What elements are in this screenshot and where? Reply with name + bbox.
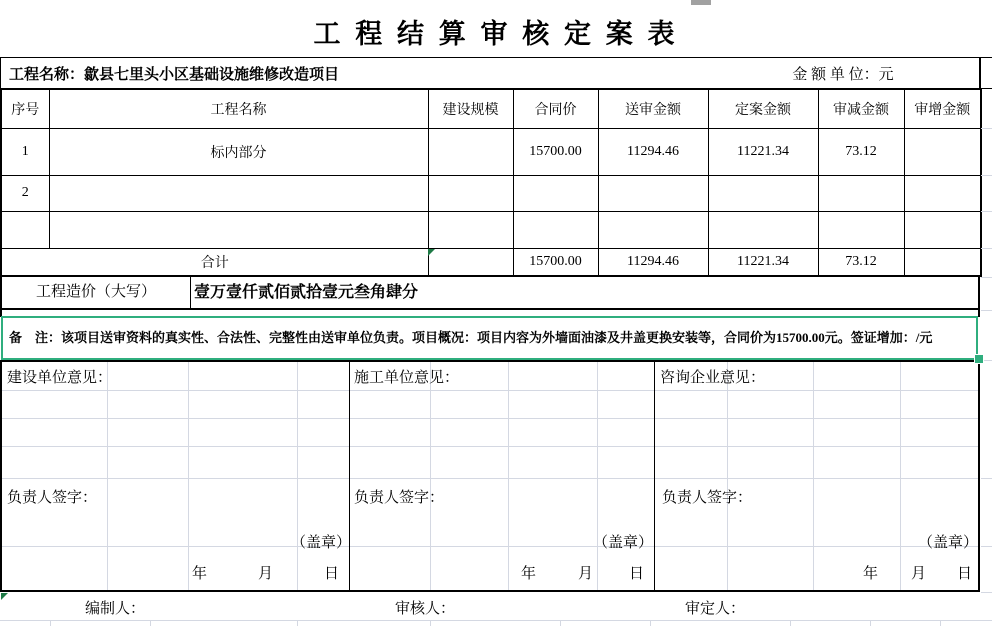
gridline [650, 620, 651, 626]
total-label-cell[interactable]: 合计 [1, 248, 428, 276]
cell-seq[interactable] [1, 211, 49, 248]
cell-project[interactable]: 标内部分 [49, 128, 428, 175]
section-divider [349, 362, 350, 590]
col-header-finalized[interactable]: 定案金额 [708, 89, 818, 128]
header-row [1, 89, 981, 128]
col-header-submitted[interactable]: 送审金额 [598, 89, 708, 128]
cell-increased[interactable] [904, 128, 981, 175]
footer-preparer-cell[interactable]: 编制人： [85, 601, 146, 617]
gridline [981, 592, 992, 593]
gridline [981, 310, 992, 311]
amount-words-row [0, 277, 980, 310]
cell-reduced[interactable] [818, 175, 904, 211]
remark-selected-cell[interactable] [1, 316, 978, 360]
table-row [1, 175, 981, 211]
total-reduced[interactable]: 73.12 [818, 248, 904, 276]
col-header-contract[interactable]: 合同价 [513, 89, 598, 128]
opinion-title-contractor[interactable]: 施工单位意见： [354, 370, 460, 386]
gridline [297, 620, 298, 626]
amount-words-value[interactable]: 壹万壹仟贰佰贰拾壹元叁角肆分 [194, 284, 419, 301]
gridline [981, 277, 992, 278]
gridline [981, 175, 992, 176]
opinion-title-construction[interactable]: 建设单位意见： [7, 370, 113, 386]
cell-increased[interactable] [904, 175, 981, 211]
seal-label-contractor[interactable]: （盖章） [593, 535, 654, 551]
sign-label-contractor[interactable]: 负责人签字： [354, 490, 445, 506]
date-month-cell[interactable]: 月 [911, 566, 927, 582]
cell-contract[interactable] [513, 211, 598, 248]
gridline [981, 546, 992, 547]
gridline [940, 620, 941, 626]
green-corner-flag-icon [428, 249, 435, 256]
cell-seq[interactable]: 2 [1, 175, 49, 211]
date-year-cell[interactable]: 年 [863, 566, 879, 582]
unit-label-cell[interactable]: 金 额 单 位：元 [792, 67, 894, 83]
gridline [790, 620, 791, 626]
gridline [560, 620, 561, 626]
total-row [1, 248, 981, 276]
cell-submitted[interactable] [598, 175, 708, 211]
total-contract[interactable]: 15700.00 [513, 248, 598, 276]
selection-fill-handle[interactable] [974, 354, 984, 364]
sign-label-construction[interactable]: 负责人签字： [7, 490, 98, 506]
col-header-increased[interactable]: 审增金额 [904, 89, 981, 128]
seal-label-construction[interactable]: （盖章） [291, 535, 352, 551]
gridline [981, 478, 992, 479]
cell-finalized[interactable] [708, 211, 818, 248]
date-day-cell[interactable]: 日 [957, 566, 973, 582]
sign-label-consultant[interactable]: 负责人签字： [662, 490, 753, 506]
gridline [981, 211, 992, 212]
table-row [1, 128, 981, 175]
cell-finalized[interactable]: 11221.34 [708, 128, 818, 175]
section-divider [654, 362, 655, 590]
cell-project[interactable] [49, 175, 428, 211]
opinion-title-consultant[interactable]: 咨询企业意见： [660, 370, 766, 386]
col-header-project[interactable]: 工程名称 [49, 89, 428, 128]
cell-scale[interactable] [428, 128, 513, 175]
gridline [50, 620, 51, 626]
col-header-scale[interactable]: 建设规模 [428, 89, 513, 128]
page-title: 工 程 结 算 审 核 定 案 表 [313, 19, 679, 49]
cell-increased[interactable] [904, 211, 981, 248]
cell-contract[interactable]: 15700.00 [513, 128, 598, 175]
total-finalized[interactable]: 11221.34 [708, 248, 818, 276]
settlement-table [0, 88, 982, 277]
seal-label-consultant[interactable]: （盖章） [918, 535, 979, 551]
date-month-cell[interactable]: 月 [258, 566, 274, 582]
remark-text: 备 注：该项目送审资料的真实性、合法性、完整性由送审单位负责。项目概况：项目内容为外墙面油漆及井盖更换安装等，合同价为15700.00元。签证增加：/元 [9, 330, 933, 345]
total-submitted[interactable]: 11294.46 [598, 248, 708, 276]
meta-row [0, 57, 981, 88]
cell-project[interactable] [49, 211, 428, 248]
smudge-artifact [691, 0, 711, 5]
cell-reduced[interactable]: 73.12 [818, 128, 904, 175]
gridline [981, 128, 992, 129]
date-day-cell[interactable]: 日 [629, 566, 645, 582]
cell-submitted[interactable] [598, 211, 708, 248]
table-row [1, 211, 981, 248]
project-name-cell[interactable]: 工程名称：歙县七里头小区基础设施维修改造项目 [9, 67, 340, 83]
cell-submitted[interactable]: 11294.46 [598, 128, 708, 175]
footer-approver-cell[interactable]: 审定人： [685, 601, 746, 617]
cell-scale[interactable] [428, 175, 513, 211]
col-header-reduced[interactable]: 审减金额 [818, 89, 904, 128]
gridline [430, 620, 431, 626]
cell-finalized[interactable] [708, 175, 818, 211]
date-month-cell[interactable]: 月 [578, 566, 594, 582]
gridline [870, 620, 871, 626]
total-scale[interactable] [428, 248, 513, 276]
cell-contract[interactable] [513, 175, 598, 211]
col-header-seq[interactable]: 序号 [1, 89, 49, 128]
date-year-cell[interactable]: 年 [521, 566, 537, 582]
gridline [981, 248, 992, 249]
amount-words-label[interactable]: 工程造价（大写） [2, 277, 191, 308]
opinions-block [0, 360, 980, 592]
gridline [0, 620, 992, 621]
cell-scale[interactable] [428, 211, 513, 248]
date-day-cell[interactable]: 日 [324, 566, 340, 582]
green-corner-flag-icon [1, 593, 8, 600]
date-year-cell[interactable]: 年 [192, 566, 208, 582]
cell-seq[interactable]: 1 [1, 128, 49, 175]
footer-reviewer-cell[interactable]: 审核人： [395, 601, 456, 617]
gridline [150, 620, 151, 626]
cell-reduced[interactable] [818, 211, 904, 248]
total-increased[interactable] [904, 248, 981, 276]
